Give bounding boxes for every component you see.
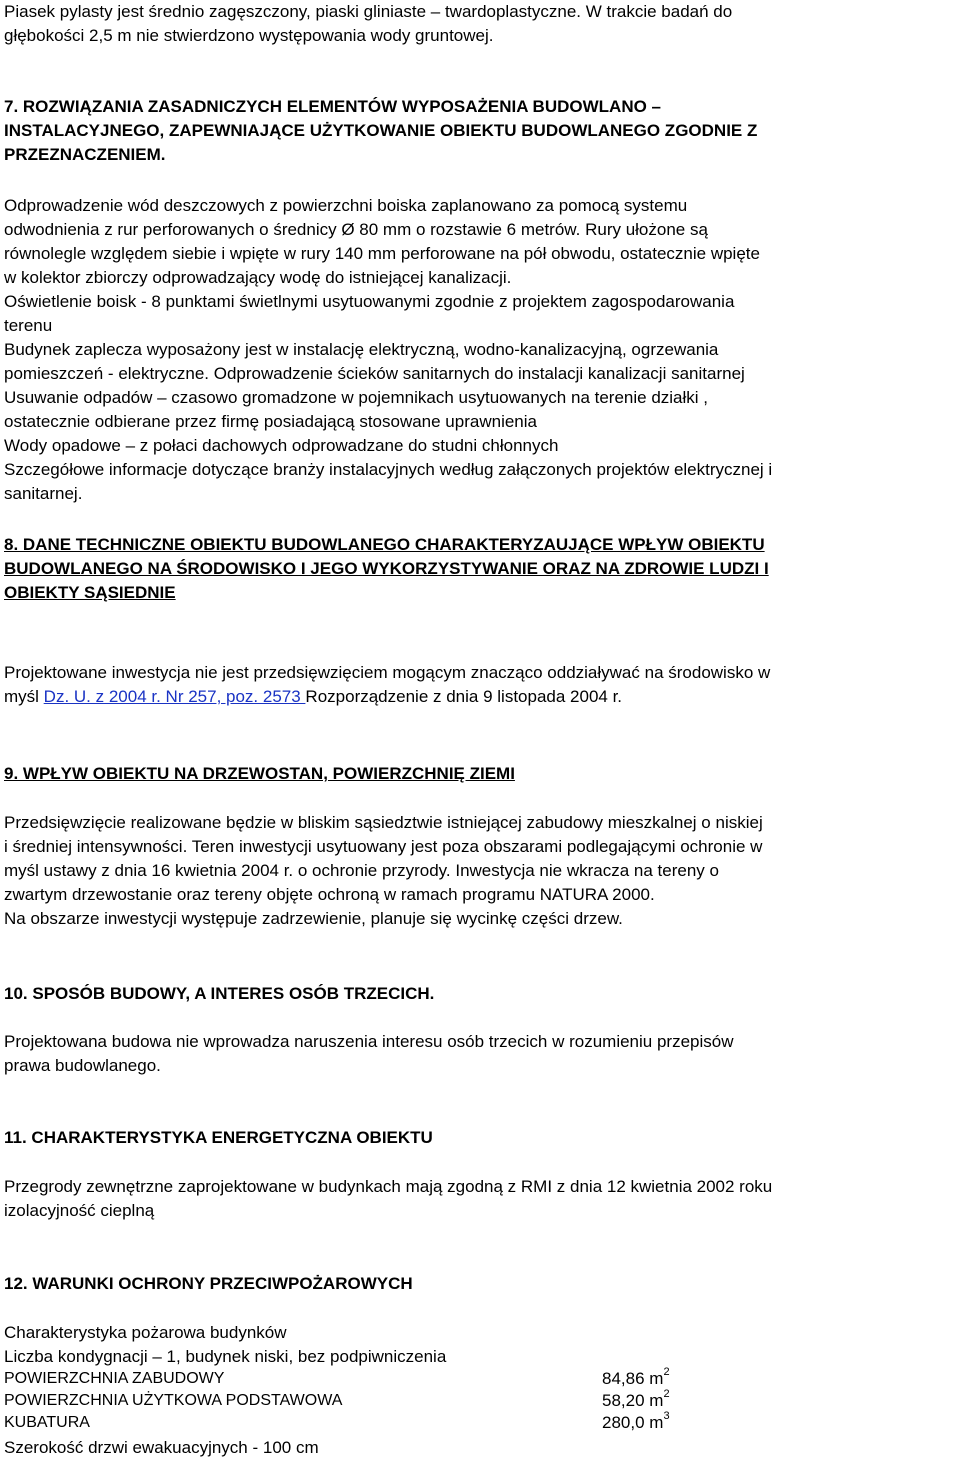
body-line: terenu	[4, 316, 53, 335]
body-line: Projektowana budowa nie wprowadza naruszenia interesu osób trzecich w rozumieniu przepisów	[4, 1032, 734, 1051]
body-line: Przedsięwzięcie realizowane będzie w bliskim sąsiedztwie istniejącej zabudowy mieszkalnej o niskiej	[4, 813, 763, 832]
legal-reference-link[interactable]: Dz. U. z 2004 r. Nr 257, poz. 2573	[43, 687, 306, 706]
body-line: pomieszczeń - elektryczne. Odprowadzenie ścieków sanitarnych do instalacji kanalizacji sanitarnej	[4, 364, 745, 383]
section-8-heading: 8. DANE TECHNICZNE OBIEKTU BUDOWLANEGO CHARAKTERYZAUJĄCE WPŁYW OBIEKTU BUDOWLANEGO NA ŚRODOWISKO I JEGO WYKORZYSTYWANIE ORAZ NA ZDROWIE LUDZI I OBIEKTY SĄSIEDNIE	[4, 535, 769, 602]
body-line: myśl Dz. U. z 2004 r. Nr 257, poz. 2573 Rozporządzenie z dnia 9 listopada 2004 r.	[4, 687, 623, 706]
body-line: izolacyjność cieplną	[4, 1201, 155, 1220]
body-line: ostatecznie odbierane przez firmę posiadającą stosowane uprawnienia	[4, 412, 537, 431]
section-9-heading: 9. WPŁYW OBIEKTU NA DRZEWOSTAN, POWIERZCHNIĘ ZIEMI	[4, 764, 515, 783]
spec-label: POWIERZCHNIA UŻYTKOWA PODSTAWOWA	[4, 1392, 343, 1409]
body-line: Odprowadzenie wód deszczowych z powierzchni boiska zaplanowano za pomocą systemu	[4, 196, 688, 215]
body-line: Oświetlenie boisk - 8 punktami świetlnymi usytuowanymi zgodnie z projektem zagospodarowania	[4, 292, 735, 311]
section-9-body	[4, 811, 956, 931]
body-line: zwartym drzewostanie oraz tereny objęte ochroną w ramach programu NATURA 2000.	[4, 885, 655, 904]
section-10-heading: 10. SPOSÓB BUDOWY, A INTERES OSÓB TRZECICH.	[4, 984, 435, 1003]
body-line: w kolektor zbiorczy odprowadzający wodę do istniejącej kanalizacji.	[4, 268, 512, 287]
spec-label: POWIERZCHNIA ZABUDOWY	[4, 1370, 225, 1387]
spec-value: 280,0 $m^3$	[602, 1410, 670, 1432]
body-line: Wody opadowe – z połaci dachowych odprowadzane do studni chłonnych	[4, 436, 559, 455]
section-11-body	[4, 1175, 956, 1223]
section-7-heading: 7. ROZWIĄZANIA ZASADNICZYCH ELEMENTÓW WYPOSAŻENIA BUDOWLANO – INSTALACYJNEGO, ZAPEWNIAJĄCE UŻYTKOWANIE OBIEKTU BUDOWLANEGO ZGODNIE Z PRZEZNACZENIEM.	[4, 97, 758, 164]
section-7-body	[4, 194, 956, 506]
body-line: Na obszarze inwestycji występuje zadrzewienie, planuje się wycinkę części drzew.	[4, 909, 623, 928]
spec-row	[4, 1412, 764, 1434]
section-11-heading: 11. CHARAKTERYSTYKA ENERGETYCZNA OBIEKTU	[4, 1128, 433, 1147]
body-line: równolegle względem siebie i wpięte w rury 140 mm perforowane na pół obwodu, ostatecznie wpięte	[4, 244, 760, 263]
body-line: Projektowane inwestycja nie jest przedsięwzięciem mogącym znacząco oddziaływać na środowisko w	[4, 663, 771, 682]
spec-row	[4, 1390, 764, 1412]
body-line: sanitarnej.	[4, 484, 83, 503]
body-line: i średniej intensywności. Teren inwestycji usytuowany jest poza obszarami podlegającymi ochronie w	[4, 837, 763, 856]
section-12-body	[4, 1321, 956, 1369]
body-line: Przegrody zewnętrzne zaprojektowane w budynkach mają zgodną z RMI z dnia 12 kwietnia 2002 roku	[4, 1177, 773, 1196]
section-12-heading: 12. WARUNKI OCHRONY PRZECIWPOŻAROWYCH	[4, 1274, 413, 1293]
body-line: odwodnienia z rur perforowanych o średnicy Ø 80 mm o rozstawie 6 metrów. Rury ułożone są	[4, 220, 708, 239]
spec-value: 58,20 $m^2$	[602, 1388, 670, 1410]
body-line: Liczba kondygnacji – 1, budynek niski, bez podpiwniczenia	[4, 1347, 447, 1366]
spec-label: KUBATURA	[4, 1414, 90, 1431]
body-line: Budynek zaplecza wyposażony jest w instalację elektryczną, wodno-kanalizacyjną, ogrzewania	[4, 340, 719, 359]
intro-line: Piasek pylasty jest średnio zagęszczony, piaski gliniaste – twardoplastyczne. W trakcie badań do	[4, 2, 733, 21]
section-10-body	[4, 1030, 956, 1078]
body-line: prawa budowlanego.	[4, 1056, 161, 1075]
spec-row	[4, 1368, 764, 1390]
spec-value: 84,86 $m^2$	[602, 1366, 670, 1388]
body-line: Usuwanie odpadów – czasowo gromadzone w pojemnikach usytuowanych na terenie działki ,	[4, 388, 709, 407]
intro-paragraph	[4, 0, 956, 48]
evacuation-door-width: Szerokość drzwi ewakuacyjnych - 100 cm	[4, 1438, 319, 1457]
body-line: myśl ustawy z dnia 16 kwietnia 2004 r. o ochronie przyrody. Inwestycja nie wkracza na tereny o	[4, 861, 719, 880]
body-line: Charakterystyka pożarowa budynków	[4, 1323, 287, 1342]
intro-line: głębokości 2,5 m nie stwierdzono występowania wody gruntowej.	[4, 26, 494, 45]
section-8-body	[4, 661, 956, 709]
body-line: Szczegółowe informacje dotyczące branży instalacyjnych według załączonych projektów elektrycznej i	[4, 460, 773, 479]
